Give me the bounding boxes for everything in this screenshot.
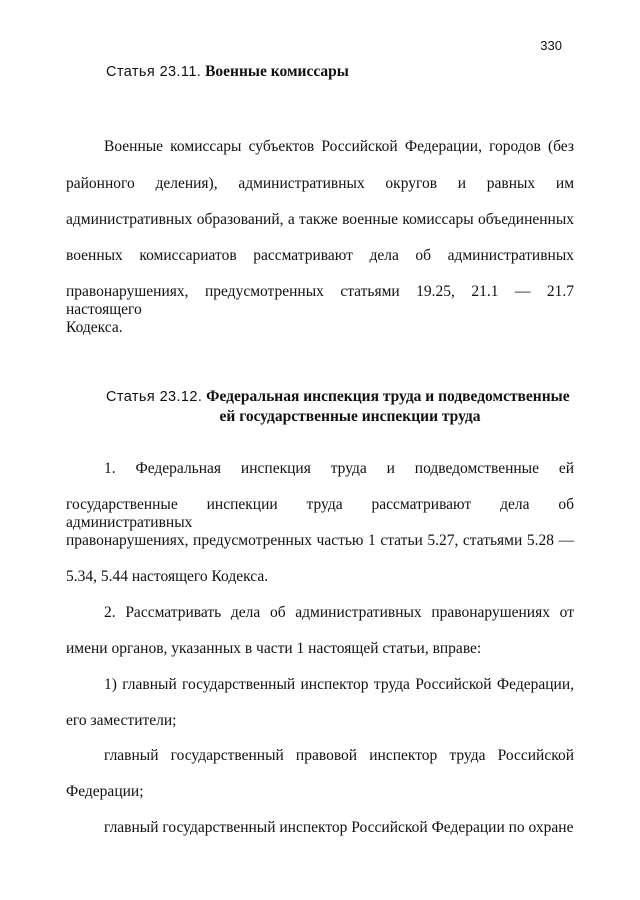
- article-label: Статья 23.12.: [106, 389, 203, 405]
- article-label: Статья 23.11.: [106, 64, 202, 80]
- article-title-line-1: Федеральная инспекция труда и подведомственные: [206, 388, 570, 405]
- paragraph-line: районного деления), административных округов и равных им: [66, 175, 574, 192]
- article-title-line-2: ей государственные инспекции труда: [219, 408, 481, 425]
- article-23-11-heading: [106, 62, 349, 82]
- paragraph-line: 1) главный государственный инспектор труда Российской Федерации,: [104, 676, 574, 693]
- page-number: 330: [540, 38, 562, 53]
- paragraph-line: главный государственный правовой инспектор труда Российской: [104, 747, 574, 764]
- article-23-12-heading: [106, 387, 576, 427]
- article-title: Военные комиссары: [205, 63, 349, 80]
- paragraph-line: Федерации;: [66, 783, 144, 800]
- paragraph-line: Военные комиссары субъектов Российской Федерации, городов (без: [104, 138, 574, 155]
- paragraph-line: государственные инспекции труда рассматривают дела об административных: [66, 496, 574, 531]
- paragraph-line: главный государственный инспектор Российской Федерации по охране: [104, 819, 574, 836]
- paragraph-line: административных образований, а также военные комиссары объединенных: [66, 211, 574, 228]
- paragraph-line: имени органов, указанных в части 1 настоящей статьи, вправе:: [66, 640, 482, 657]
- paragraph-line: 1. Федеральная инспекция труда и подведомственные ей: [104, 460, 574, 477]
- paragraph-line: его заместители;: [66, 712, 177, 729]
- paragraph-line: правонарушениях, предусмотренных статьями 19.25, 21.1 — 21.7 настоящего: [66, 283, 574, 318]
- paragraph-line: военных комиссариатов рассматривают дела об административных: [66, 247, 574, 264]
- paragraph-line: правонарушениях, предусмотренных частью 1 статьи 5.27, статьями 5.28 —: [66, 532, 574, 549]
- paragraph-line: 2. Рассматривать дела об административных правонарушениях от: [104, 604, 574, 621]
- paragraph-line: 5.34, 5.44 настоящего Кодекса.: [66, 568, 269, 585]
- paragraph-line: Кодекса.: [66, 319, 123, 336]
